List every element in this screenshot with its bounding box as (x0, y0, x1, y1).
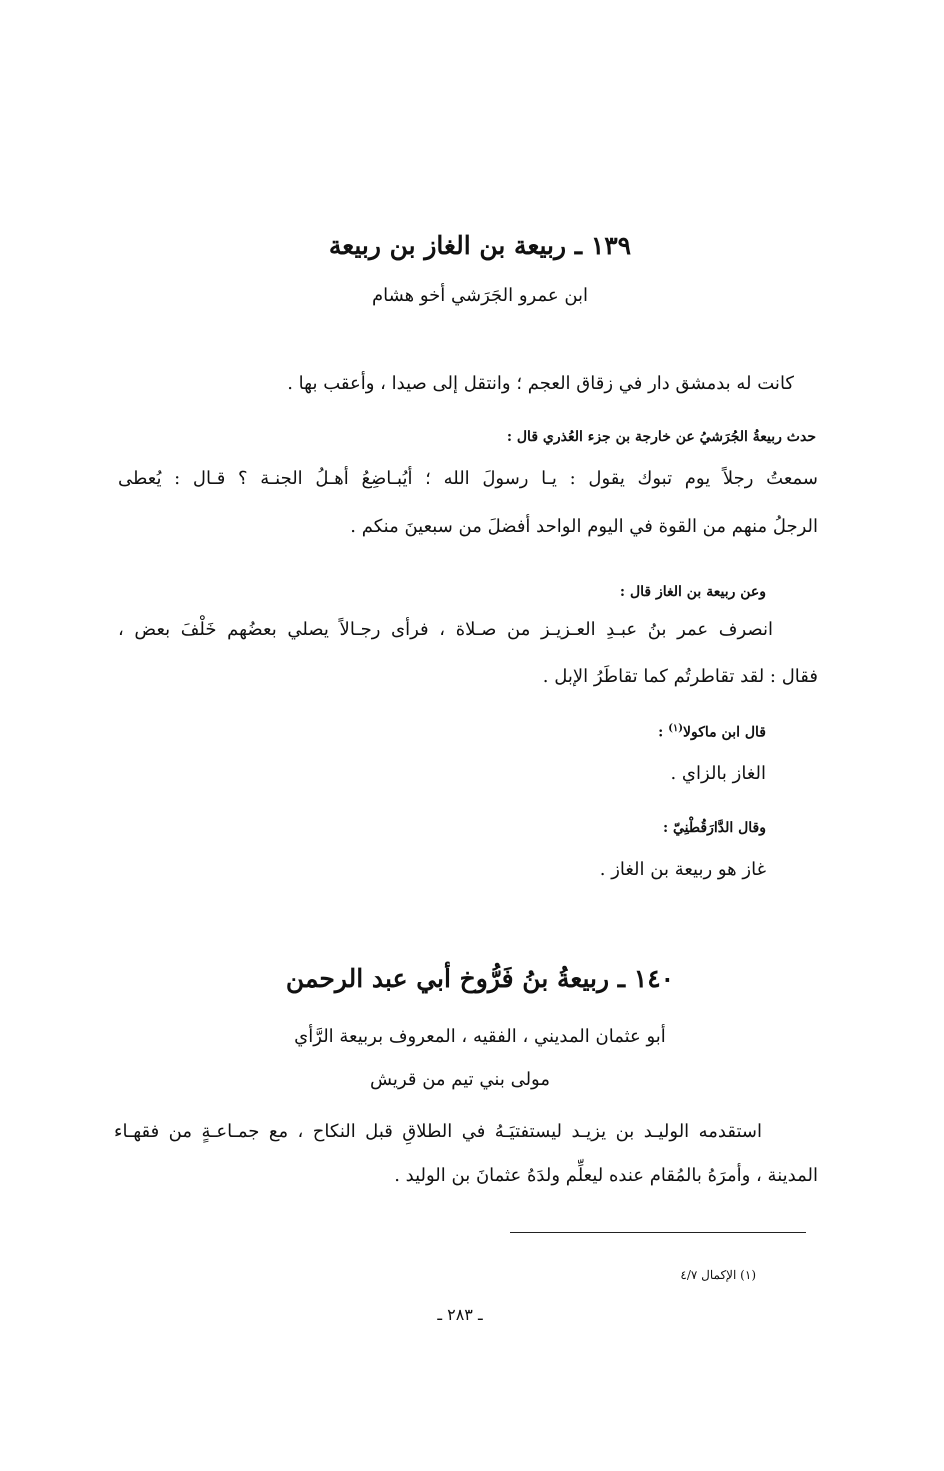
entry-140-line-2: المدينة ، وأمرَهُ بالمُقام عنده ليعلِّم ولدَهُ عثمانَ بن الوليد . (394, 1165, 818, 1186)
entry-139-paragraph: كانت له بدمشق دار في زقاق العجم ؛ وانتقل إلى صيدا ، وأعقب بها . (287, 373, 794, 394)
entry-139-title: ١٣٩ ـ ربيعة بن الغاز بن ربيعة (328, 231, 632, 260)
hadith-2-intro: وعن ربيعة بن الغاز قال : (619, 584, 766, 600)
footnote-rule (510, 1232, 806, 1233)
makula-intro-colon: : (658, 724, 669, 741)
hadith-2-line-2: فقال : لقد تقاطرتُم كما تقاطَرُ الإبل . (542, 666, 818, 687)
entry-140-line-1: استقدمه الوليـد بن يزيـد ليستفتيَـهُ في الطلاقِ قبل النكاح ، مع جمـاعـةٍ من فقهـاء (114, 1121, 762, 1142)
makula-intro (658, 716, 766, 746)
entry-140-subtitle-1: أبو عثمان المديني ، الفقيه ، المعروف بربيعة الرَّأي (294, 1026, 666, 1047)
hadith-1-intro: حدث ربيعةُ الجُرَشيُ عن خارجة بن جزء العُذري قال : (506, 429, 816, 445)
footnote-1: (١) الإكمال ٤/٧ (680, 1268, 756, 1282)
hadith-2-line-1: انصرف عمر بنُ عبـدِ العـزيـز من صـلاة ، فرأى رجـالاً يصلي بعضُهم خَلْفَ بعض ، (118, 619, 773, 640)
entry-139-subtitle: ابن عمرو الجَرَشي أخو هشام (371, 285, 589, 306)
hadith-1-line-2: الرجلُ منهم من القوة في اليوم الواحد أفضلَ من سبعينَ منكم . (350, 516, 818, 537)
page-number: ـ ٢٨٣ ـ (437, 1305, 483, 1324)
daraqutni-text: غاز هو ربيعة بن الغاز . (599, 859, 766, 880)
daraqutni-intro: وقال الدَّارَقُطْنِيّ : (662, 820, 766, 836)
footnote-ref-1: (١) (668, 723, 684, 734)
hadith-1-line-1: سمعتُ رجلاً يوم تبوك يقول : يـا رسولَ الله ؛ أيُبـاضِعُ أهـلُ الجنـة ؟ قـال : يُعطى (118, 468, 818, 489)
entry-140-subtitle-2: مولى بني تيم من قريش (369, 1069, 551, 1090)
makula-intro-text: قال ابن ماكولا (683, 724, 766, 741)
makula-text: الغاز بالزاي . (670, 763, 766, 784)
entry-140-title: ١٤٠ ـ ربيعةُ بنُ فَرُّوخ أبي عبد الرحمن (285, 964, 675, 993)
